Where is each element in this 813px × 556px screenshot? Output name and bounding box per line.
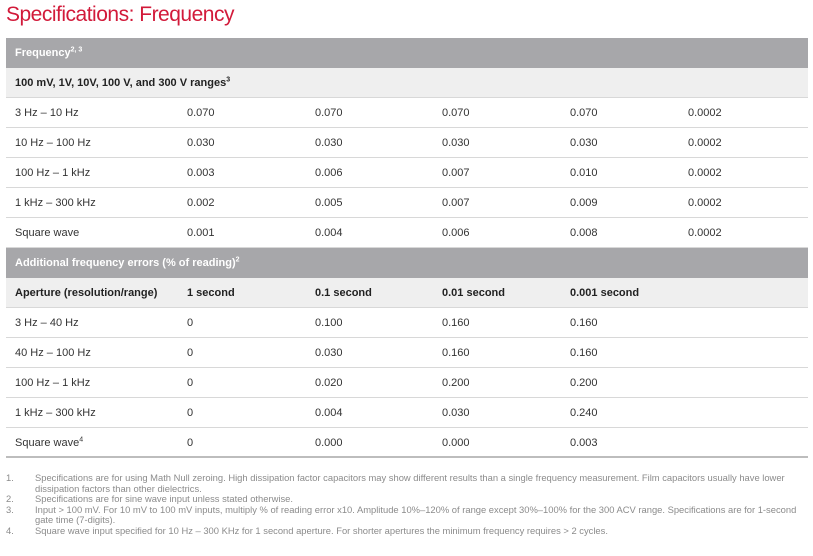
row-value: 0 — [187, 437, 194, 449]
row-value: 0.006 — [442, 227, 470, 239]
row-range: 1 kHz – 300 kHz — [15, 407, 96, 419]
table-row — [6, 398, 808, 428]
table-row — [6, 338, 808, 368]
row-value: 0 — [187, 317, 194, 329]
column-header: 0.001 second — [570, 287, 640, 299]
table-row — [6, 218, 808, 248]
row-value: 0.002 — [187, 197, 215, 209]
column-header: 1 second — [187, 287, 235, 299]
row-value: 0.160 — [442, 347, 470, 359]
row-value: 0.003 — [187, 167, 215, 179]
row-value: 0.003 — [570, 437, 598, 449]
section-banner-frequency — [6, 38, 808, 68]
row-value: 0.020 — [315, 377, 343, 389]
row-range: Square wave — [15, 227, 80, 239]
row-value: 0.004 — [315, 227, 343, 239]
row-value: 0.160 — [570, 317, 598, 329]
row-value: 0.000 — [315, 437, 343, 449]
row-value: 0.005 — [315, 197, 343, 209]
row-value: 0.240 — [570, 407, 598, 419]
row-value: 0.0002 — [688, 197, 722, 209]
row-value: 0.160 — [442, 317, 470, 329]
row-value: 0.030 — [442, 407, 470, 419]
row-value: 0.0002 — [688, 107, 722, 119]
row-value: 0.007 — [442, 167, 470, 179]
subheader-label: 100 mV, 1V, 10V, 100 V, and 300 V ranges$^3$ — [15, 76, 231, 89]
row-value: 0.010 — [570, 167, 598, 179]
row-value: 0.070 — [187, 107, 215, 119]
row-range: 3 Hz – 10 Hz — [15, 107, 79, 119]
row-value: 0.160 — [570, 347, 598, 359]
row-value: 0.030 — [187, 137, 215, 149]
row-value: 0.0002 — [688, 167, 722, 179]
row-value: 0 — [187, 407, 194, 419]
row-value: 0.008 — [570, 227, 598, 239]
row-value: 0.030 — [570, 137, 598, 149]
table-row — [6, 188, 808, 218]
ranges-subheader — [6, 68, 808, 98]
frequency-spec-table — [6, 38, 808, 458]
column-header: 0.01 second — [442, 287, 505, 299]
aperture-header-row — [6, 278, 808, 308]
table-row — [6, 308, 808, 338]
row-value: 0.004 — [315, 407, 343, 419]
row-range: 100 Hz – 1 kHz — [15, 167, 91, 179]
table-row — [6, 368, 808, 398]
section-banner-additional-errors — [6, 248, 808, 278]
table-row — [6, 98, 808, 128]
footnote: 4. Square wave input specified for 10 Hz – 300 KHz for 1 second aperture. For shorter apertures the minimum frequency requires > 2 cycles. — [6, 524, 608, 536]
row-value: 0.030 — [442, 137, 470, 149]
row-value: 0.200 — [442, 377, 470, 389]
row-value: 0.030 — [315, 137, 343, 149]
table-row — [6, 428, 808, 458]
footnotes — [6, 473, 806, 537]
column-header: Aperture (resolution/range) — [15, 287, 158, 299]
row-range: 3 Hz – 40 Hz — [15, 317, 79, 329]
footnote: 1. Specifications are for using Math Null zeroing. High dissipation factor capacitors may show different results than a single frequency measurement. Film capacitors usually have lower dissipation factors than other dielectrics. — [6, 472, 785, 494]
row-value: 0.009 — [570, 197, 598, 209]
table-row — [6, 158, 808, 188]
row-range: 100 Hz – 1 kHz — [15, 377, 91, 389]
row-range: 1 kHz – 300 kHz — [15, 197, 96, 209]
footnote: 2. Specifications are for sine wave input unless stated otherwise. — [6, 493, 293, 505]
row-value: 0.200 — [570, 377, 598, 389]
row-value: 0.070 — [570, 107, 598, 119]
row-value: 0.0002 — [688, 137, 722, 149]
banner-label: Additional frequency errors (% of reading)$^2$ — [15, 256, 240, 269]
row-value: 0.001 — [187, 227, 215, 239]
row-value: 0.070 — [315, 107, 343, 119]
footnote: 3. Input > 100 mV. For 10 mV to 100 mV inputs, multiply % of reading error x10. Amplitude 10%–120% of range except 30%–100% for the 300 ACV range. Specifications are for 1-second gate time (7-digits). — [6, 503, 797, 526]
row-value: 0.030 — [315, 347, 343, 359]
column-header: 0.1 second — [315, 287, 372, 299]
row-range: 10 Hz – 100 Hz — [15, 137, 91, 149]
row-value: 0.100 — [315, 317, 343, 329]
row-value: 0.007 — [442, 197, 470, 209]
row-value: 0.006 — [315, 167, 343, 179]
row-value: 0.0002 — [688, 227, 722, 239]
row-value: 0 — [187, 377, 194, 389]
row-range: Square wave$^4$ — [15, 436, 84, 449]
table-row — [6, 128, 808, 158]
row-value: 0 — [187, 347, 194, 359]
row-value: 0.000 — [442, 437, 470, 449]
page-title: Specifications: Frequency — [6, 3, 234, 26]
row-range: 40 Hz – 100 Hz — [15, 347, 91, 359]
row-value: 0.070 — [442, 107, 470, 119]
banner-label: Frequency$^{2, 3}$ — [15, 46, 83, 59]
